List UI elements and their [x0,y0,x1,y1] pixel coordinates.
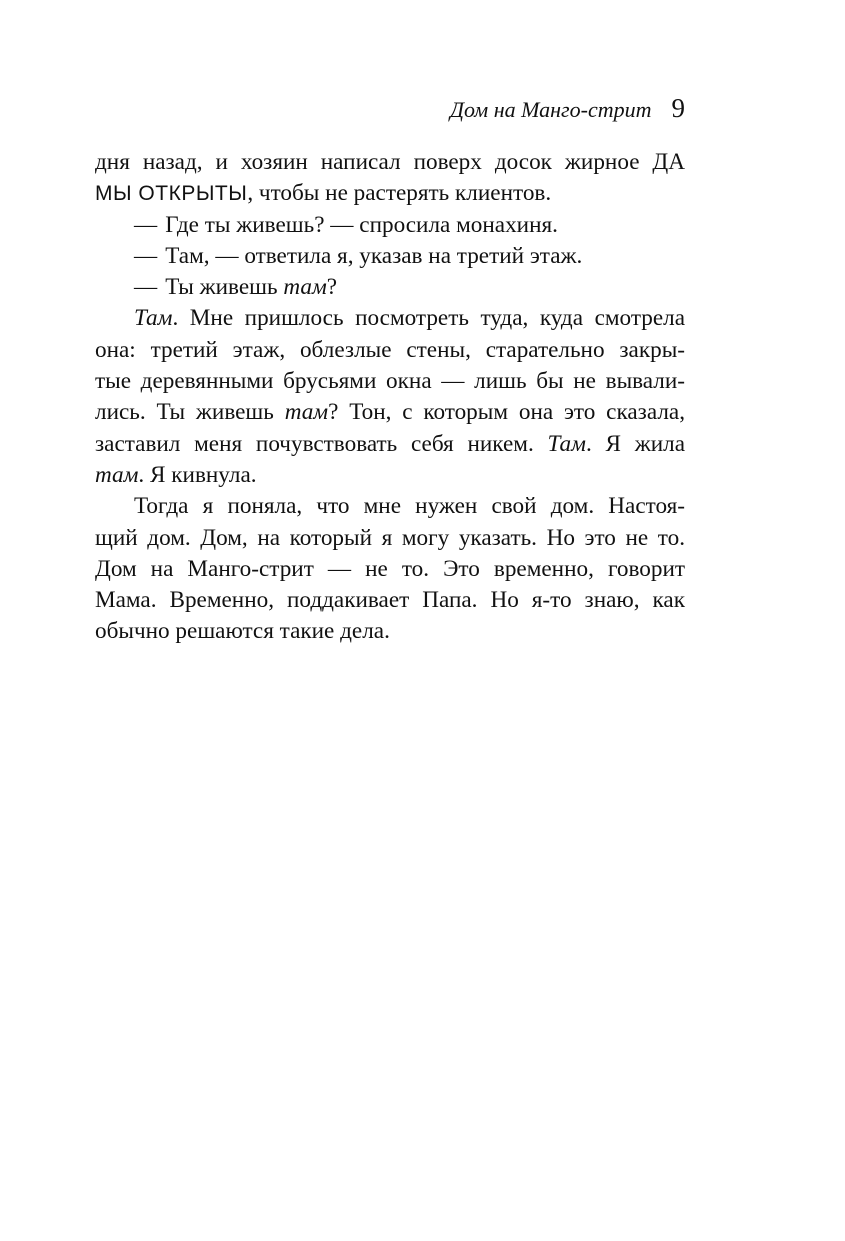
running-title: Дом на Манго-стрит [450,97,652,122]
dialogue-line [95,241,685,272]
italic-text: Там [134,305,173,332]
text-span: Где ты живешь? — спросила монахиня. [165,211,558,238]
italic-text: там [284,399,329,426]
text-span: Ты живешь [165,274,284,301]
dialogue-line [95,210,685,241]
text-span: заставил меня почувствовать себя никем. [95,430,548,457]
text-line [95,147,685,178]
text-span: щий дом. Дом, на который я могу указать. Но это не то. [95,524,685,551]
text-span: Тогда я поняла, что мне нужен свой дом. Настоя- [134,493,685,520]
dialogue-line [95,272,685,303]
text-span: , чтобы не растерять клиентов. [247,180,552,207]
italic-text: Там [547,430,586,457]
italic-text: там [95,461,139,488]
text-line [95,429,685,460]
text-span: ? [326,274,338,301]
paragraph-first-line [95,303,685,334]
text-line [95,616,685,647]
page-number: 9 [671,93,685,123]
text-span: . Мне пришлось посмотреть туда, куда смотрела [172,305,685,332]
dialogue-dash: — [134,242,158,269]
text-line [95,554,685,585]
text-span: . Я кивнула. [138,461,257,488]
body-text [95,147,685,648]
italic-text: там [283,274,327,301]
text-span: Там, — ответила я, указав на третий этаж. [165,242,583,269]
text-span: Дом на Манго-стрит — не то. Это временно, говорит [95,555,685,582]
text-span: Мама. Временно, поддакивает Папа. Но я-то знаю, как [95,587,685,614]
text-line [95,178,685,209]
running-header [95,90,685,126]
text-span: ? Тон, с которым она это сказала, [328,399,685,426]
text-line [95,366,685,397]
text-span: дня назад, и хозяин написал поверх досок жирное ДА [95,149,685,175]
caps-text: МЫ ОТКРЫТЫ [95,182,248,206]
text-line [95,460,685,491]
text-line [95,397,685,428]
dialogue-dash: — [134,211,158,238]
text-span: тые деревянными брусьями окна — лишь бы не вывали- [95,368,685,395]
text-span: обычно решаются такие дела. [95,618,390,645]
text-line [95,585,685,616]
text-span: лись. Ты живешь [95,399,285,426]
text-span: она: третий этаж, облезлые стены, старательно закры- [95,336,685,363]
paragraph-first-line [95,491,685,522]
text-line [95,335,685,366]
text-line [95,523,685,554]
text-span: . Я жила [585,430,685,457]
dialogue-dash: — [134,274,158,301]
